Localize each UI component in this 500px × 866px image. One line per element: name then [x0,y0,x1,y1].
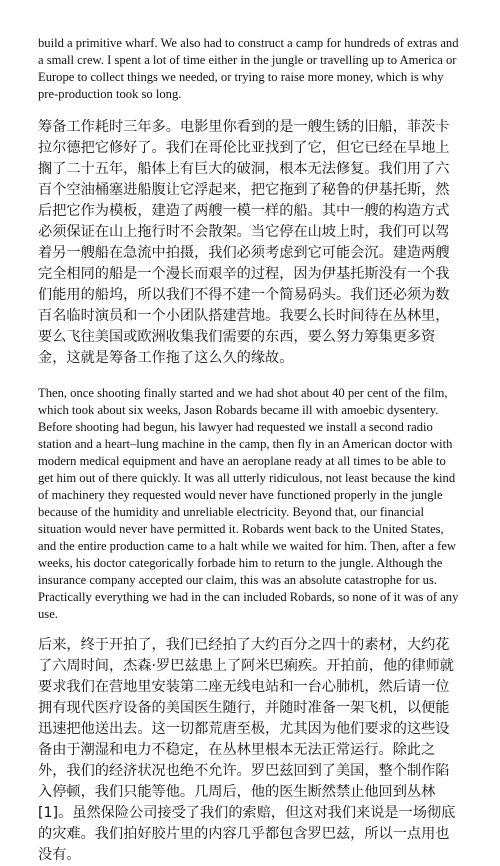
paragraph-chinese-1: 筹备工作耗时三年多。电影里你看到的是一艘生锈的旧船，菲茨卡拉尔德把它修好了。我们在哥伦比亚找到了它，但它已经在旱地上搁了二十五年，船体上有巨大的破洞，根本无法修复。我们用了六百个空油桶塞进船腹让它浮起来，把它拖到了秘鲁的伊基托斯，然后把它作为模板，建造了两艘一模一样的船。其中一艘的构造方式必须保证在山上拖行时不会散架。当它停在山坡上时，我们可以驾着另一艘船在急流中拍摄，我们必须考虑到它可能会沉。建造两艘完全相同的船是一个漫长而艰辛的过程，因为伊基托斯没有一个我们能用的船坞，所以我们不得不建一个简易码头。我们还必须为数百名临时演员和一个小团队搭建营地。我要么长时间待在丛林里，要么飞往美国或欧洲收集我们需要的东西，要么努力筹集更多资金，这就是筹备工作拖了这么久的缘故。 [38,119,450,366]
paragraph-english-1: build a primitive wharf. We also had to construct a camp for hundreds of extras and a small crew. I spent a lot of time either in the jungle or travelling up to America or Europe to collect things we needed, or trying to raise more money, which is why pre-production took so long. [38,36,459,101]
paragraph-chinese-2: 后来，终于开拍了，我们已经拍了大约百分之四十的素材，大约花了六周时间，杰森·罗巴兹患上了阿米巴痢疾。开拍前，他的律师就要求我们在营地里安装第二座无线电站和一台心肺机，然后请一位拥有现代医疗设备的美国医生随行，并随时准备一架飞机，以便能迅速把他送出去。这一切都荒唐至极，尤其因为他们要求的这些设备由于潮湿和电力不稳定，在丛林里根本无法正常运行。除此之外，我们的经济状况也绝不允许。罗巴兹回到了美国，整个制作陷入停顿，我们只能等他。几周后，他的医生断然禁止他回到丛林[1]。虽然保险公司接受了我们的索赔，但这对我们来说是一场彻底的灾难。我们拍好胶片里的内容几乎都包含罗巴兹，所以一点用也没有。 [38,637,456,863]
paragraph-english-2: Then, once shooting finally started and we had shot about 40 per cent of the film, which took about six weeks, Jason Robards became ill with amoebic dysentery. Before shooting had begun, his lawyer had requested we install a second radio station and a heart–lung machine in the camp, then fly in an American doctor with modern medical equipment and have an aeroplane ready at all times to be able to get him out of there quickly. It was all utterly ridiculous, not least because the kind of machinery they requested would never have functioned properly in the jungle because of the humidity and unreliable electricity. Beyond that, our financial situation would never have permitted it. Robards went back to the United States, and the entire production came to a halt while we waited for him. Then, after a few weeks, his doctor categorically forbade him to return to the jungle. Although the insurance company accepted our claim, this was an absolute catastrophe for us. Practically everything we had in the can included Robards, so none of it was of any use. [38,386,459,621]
page-body [38,35,462,866]
